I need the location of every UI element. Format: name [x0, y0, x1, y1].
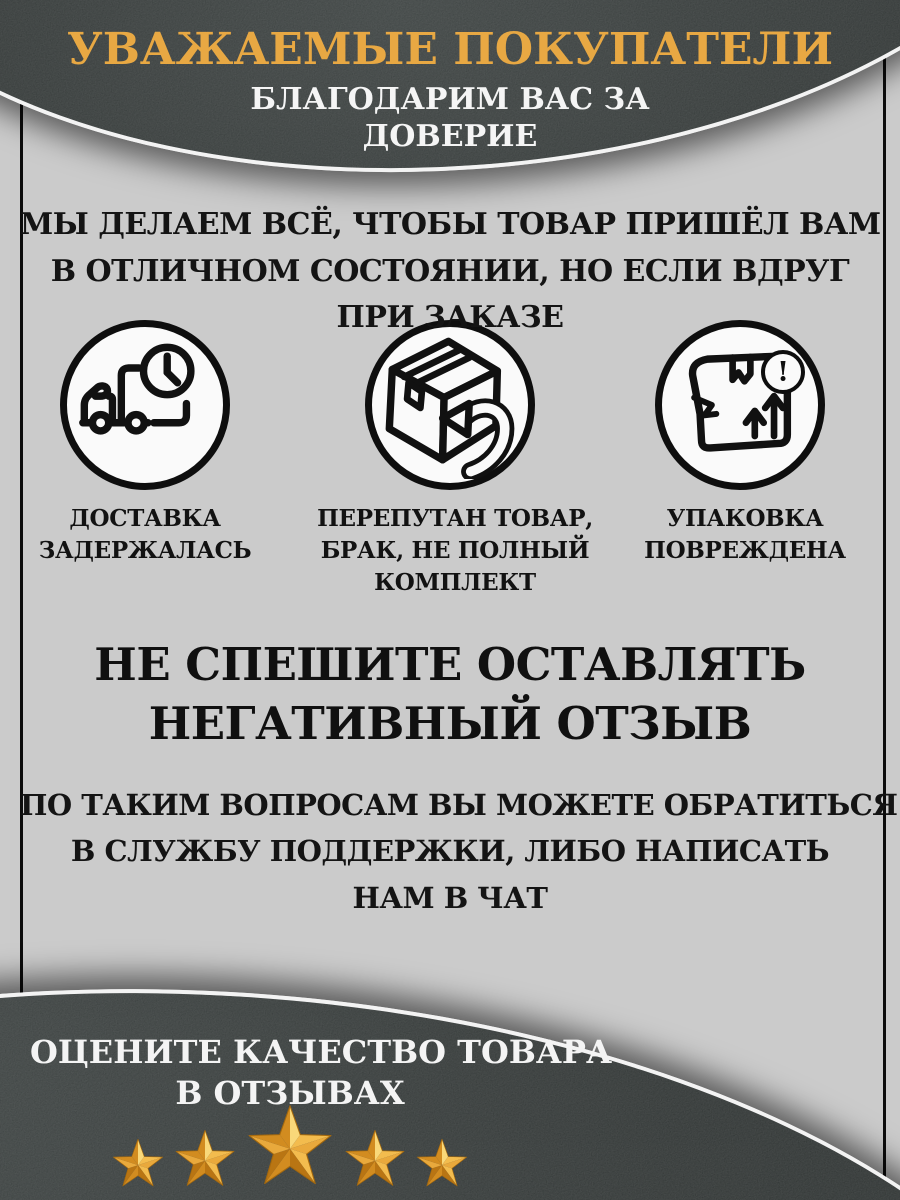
intro-line: МЫ ДЕЛАЕМ ВСЁ, ЧТОБЫ ТОВАР ПРИШЁЛ ВАМ [20, 207, 881, 242]
label-line: ДОСТАВКА [69, 505, 221, 532]
footer-line: ОЦЕНИТЕ КАЧЕСТВО ТОВАРА [30, 1033, 613, 1071]
star-icon [245, 1104, 335, 1190]
exclamation-badge [761, 350, 805, 394]
exclamation-mark: ! [777, 356, 789, 388]
issue-label-delivery [15, 503, 275, 567]
issue-label-wrong-item [305, 503, 605, 600]
subtitle-line: БЛАГОДАРИМ ВАС ЗА [250, 82, 650, 117]
delivery-truck-clock-icon [60, 320, 230, 490]
footer-line: В ОТЗЫВАХ [175, 1073, 405, 1112]
label-line: БРАК, НЕ ПОЛНЫЙ [320, 537, 590, 565]
support-line: ПО ТАКИМ ВОПРОСАМ ВЫ МОЖЕТЕ ОБРАТИТЬСЯ [20, 788, 898, 822]
intro-text [20, 202, 880, 342]
label-line: ПОВРЕЖДЕНА [644, 537, 846, 565]
header-subtitle [190, 82, 710, 156]
label-line: ПЕРЕПУТАН ТОВАР, [317, 505, 593, 532]
star-icon [111, 1138, 165, 1190]
headline-line: НЕ СПЕШИТЕ ОСТАВЛЯТЬ [94, 638, 806, 691]
subtitle-line: ДОВЕРИЕ [362, 118, 538, 154]
issue-label-damaged [615, 503, 875, 567]
damaged-package-icon [655, 320, 825, 490]
label-line: КОМПЛЕКТ [374, 569, 536, 597]
star-rating [30, 1098, 550, 1190]
support-line: В СЛУЖБУ ПОДДЕРЖКИ, ЛИБО НАПИСАТЬ [70, 834, 830, 869]
headline [20, 636, 880, 753]
label-line: УПАКОВКА [666, 505, 824, 532]
page-title [0, 24, 900, 75]
star-icon [415, 1138, 469, 1190]
support-line: НАМ В ЧАТ [352, 880, 548, 915]
intro-line: В ОТЛИЧНОМ СОСТОЯНИИ, НО ЕСЛИ ВДРУГ [50, 253, 850, 289]
star-icon [173, 1129, 237, 1190]
intro-line: ПРИ ЗАКАЗЕ [336, 300, 564, 335]
star-icon [343, 1129, 407, 1190]
title-line: УВАЖАЕМЫЕ ПОКУПАТЕЛИ [66, 24, 834, 75]
support-text [20, 782, 898, 921]
box-return-arrow-icon [365, 320, 535, 490]
label-line: ЗАДЕРЖАЛАСЬ [38, 537, 252, 565]
headline-line: НЕГАТИВНЫЙ ОТЗЫВ [148, 696, 752, 750]
